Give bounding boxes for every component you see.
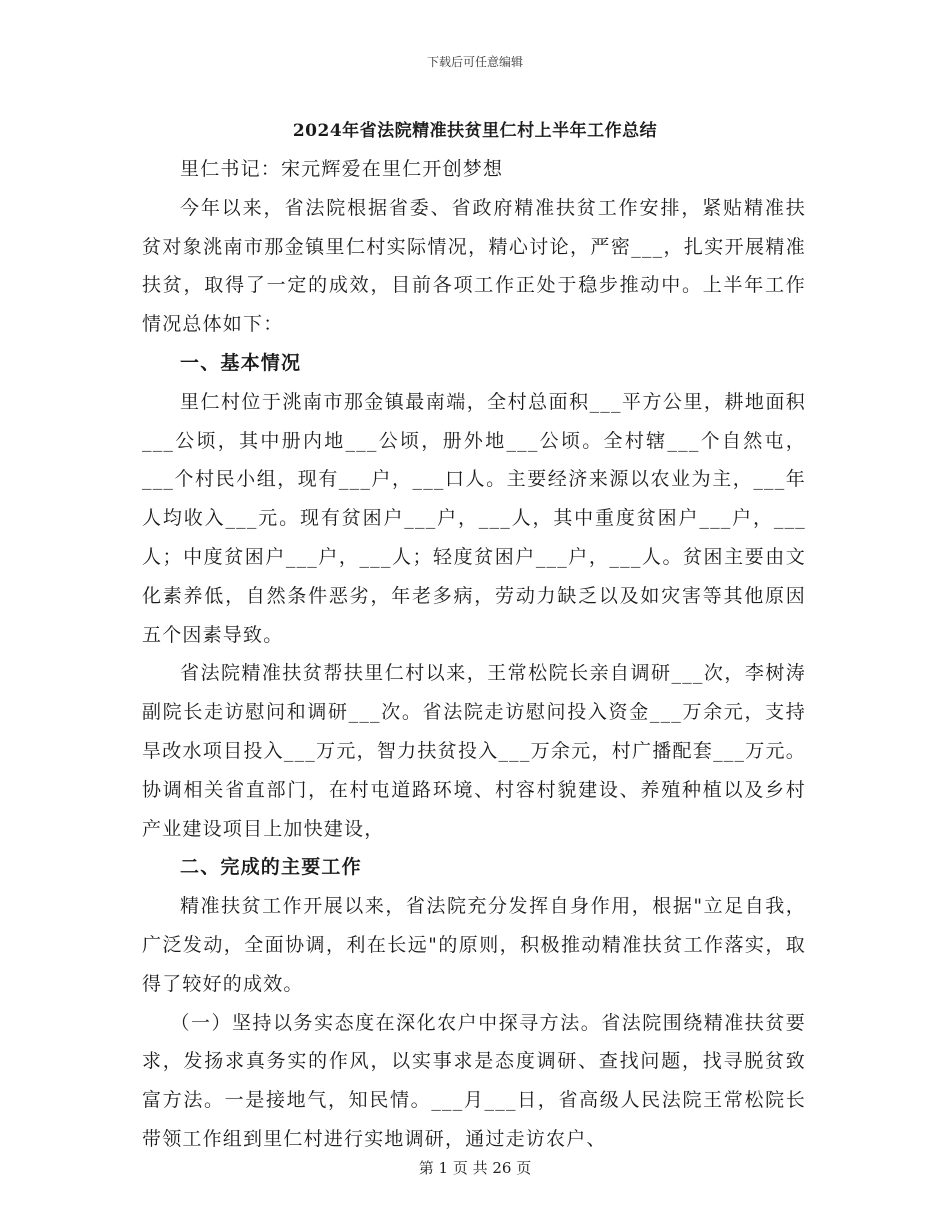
- byline: 里仁书记：宋元辉爱在里仁开创梦想: [180, 158, 504, 180]
- page-header-note: 下载后可任意编辑: [426, 55, 523, 69]
- paragraph-court-support: 省法院精准扶贫帮扶里仁村以来，王常松院长亲自调研___次，李树涛副院长走访慰问和调研___次。省法院走访慰问投入资金___万余元，支持旱改水项目投入___万元，智力扶贫投入___万余元，村广播配套___万元。协调相关省直部门，在村屯道路环境、村容村貌建设、养殖种植以及乡村产业建设项目上加快建设，: [142, 662, 806, 840]
- document-title: 2024年省法院精准扶贫里仁村上半年工作总结: [292, 121, 658, 141]
- paragraph-work-overview: 精准扶贫工作开展以来，省法院充分发挥自身作用，根据"立足自我，广泛发动，全面协调，利在长远"的原则，积极推动精准扶贫工作落实，取得了较好的成效。: [142, 895, 806, 995]
- page-number: 第 1 页 共 26 页: [418, 1159, 532, 1177]
- document-body: [142, 150, 806, 1159]
- intro-paragraph: 今年以来，省法院根据省委、省政府精准扶贫工作安排，紧贴精准扶贫对象洮南市那金镇里仁村实际情况，精心讨论，严密___，扎实开展精准扶贫，取得了一定的成效，目前各项工作正处于稳步推动中。上半年工作情况总体如下：: [142, 196, 806, 336]
- section-heading-main-work: 二、完成的主要工作: [180, 856, 362, 879]
- paragraph-subsection-1: （一）坚持以务实态度在深化农户中探寻方法。省法院围绕精准扶贫要求，发扬求真务实的作风，以实事求是态度调研、查找问题，找寻脱贫致富方法。一是接地气，知民情。___月___日，省高级人民法院王常松院长带领工作组到里仁村进行实地调研，通过走访农户、: [142, 1011, 806, 1150]
- section-heading-basic-situation: 一、基本情况: [180, 351, 302, 374]
- paragraph-village-overview: 里仁村位于洮南市那金镇最南端，全村总面积___平方公里，耕地面积___公顷，其中册内地___公顷，册外地___公顷。全村辖___个自然屯，___个村民小组，现有___户，___口人。主要经济来源以农业为主，___年人均收入___元。现有贫困户___户，___人，其中重度贫困户___户，___人；中度贫困户___户，___人；轻度贫困户___户，___人。贫困主要由文化素养低，自然条件恶劣，年老多病，劳动力缺乏以及如灾害等其他原因五个因素导致。: [142, 390, 806, 646]
